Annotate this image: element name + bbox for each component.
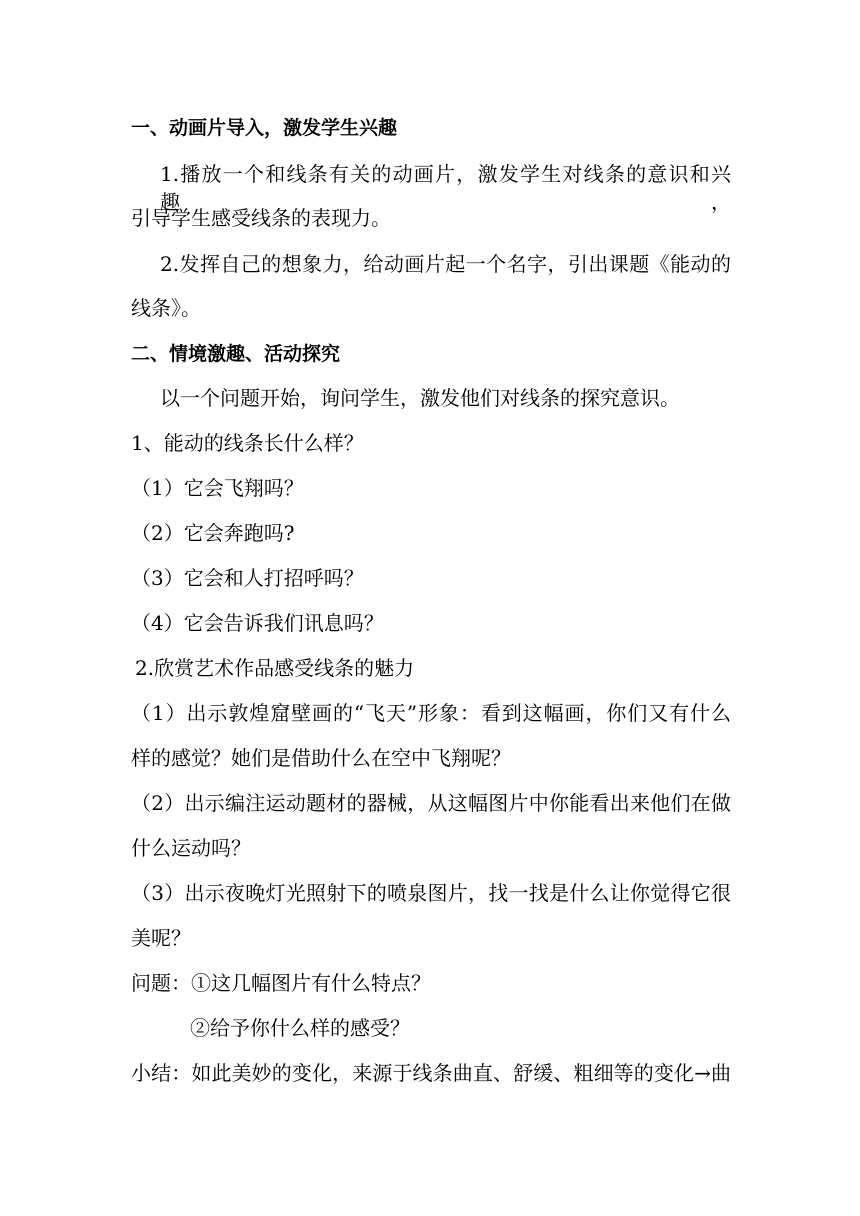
questions-line1: 问题：①这几幅图片有什么特点？ [131,971,431,995]
question-2-item3-line1: （3）出示夜晚灯光照射下的喷泉图片，找一找是什么让你觉得它很 [131,881,731,905]
question-2-item1-line1: （1）出示敦煌窟壁画的“飞天”形象：看到这幅画，你们又有什么 [131,701,731,725]
section2-heading: 二、情境激趣、活动探究 [131,343,341,365]
section1-heading: 一、动画片导入，激发学生兴趣 [131,117,398,139]
question-2-item2-line2: 什么运动吗？ [131,836,251,860]
question-1-item: （4）它会告诉我们讯息吗？ [131,611,384,635]
section1-paragraph1-line2: 引导学生感受线条的表现力。 [131,206,391,230]
question-1-item: （3）它会和人打招呼吗？ [131,566,364,590]
question-1: 1、能动的线条长什么样？ [131,431,364,455]
section1-paragraph2-line2: 线条》。 [131,296,201,320]
section1-paragraph1-line1: 1.播放一个和线条有关的动画片，激发学生对线条的意识和兴趣， [160,162,731,214]
question-1-item: （2）它会奔跑吗? [131,521,295,545]
section1-paragraph2-line1: 2.发挥自己的想象力，给动画片起一个名字，引出课题《能动的 [160,252,731,276]
summary: 小结：如此美妙的变化，来源于线条曲直、舒缓、粗细等的变化→曲 [131,1061,731,1085]
question-2-item2-line1: （2）出示编注运动题材的器械，从这幅图片中你能看出来他们在做 [131,791,731,815]
question-1-item: （1）它会飞翔吗？ [131,476,304,500]
question-2-item1-line2: 样的感觉？她们是借助什么在空中飞翔呢？ [131,746,511,770]
question-2: 2.欣赏艺术作品感受线条的魅力 [135,656,415,680]
question-2-item3-line2: 美呢？ [131,926,191,950]
questions-line2: ②给予你什么样的感受？ [190,1016,410,1040]
section2-intro: 以一个问题开始，询问学生，激发他们对线条的探究意识。 [160,386,680,410]
